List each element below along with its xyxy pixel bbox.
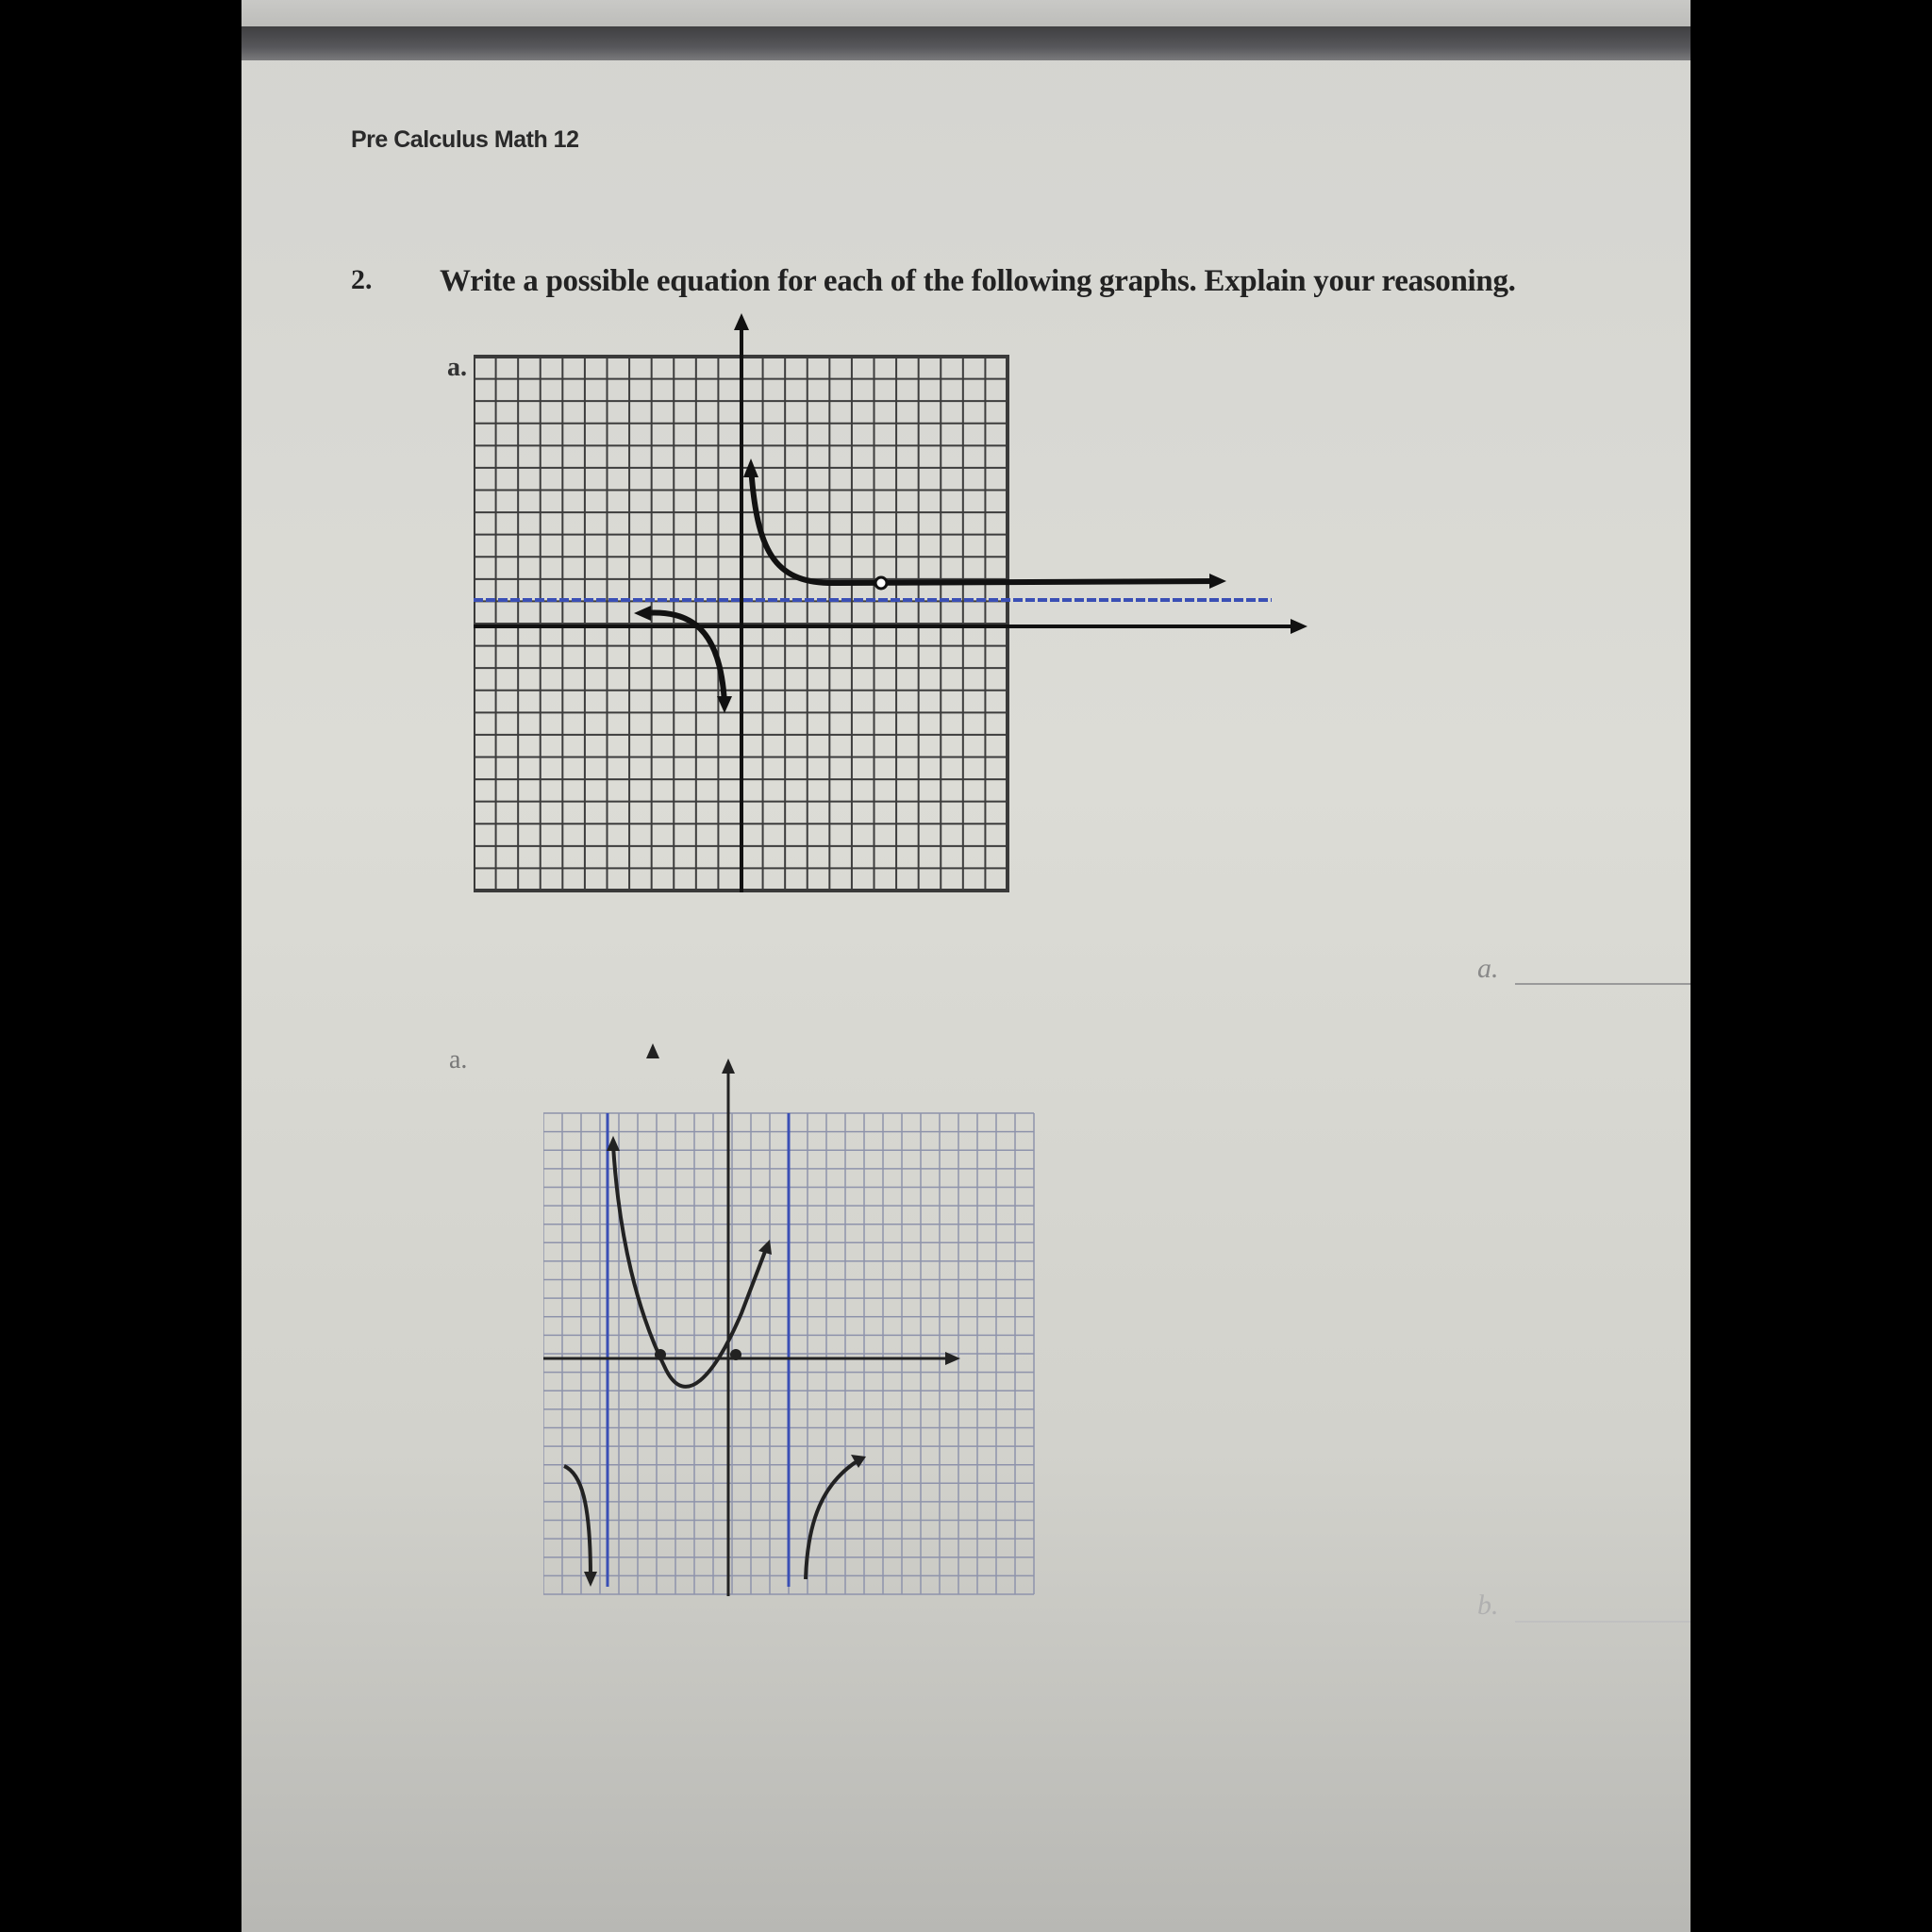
- curve-arrow: [634, 606, 651, 621]
- window-toolbar: [242, 26, 1690, 60]
- y-axis-arrow: [722, 1058, 735, 1074]
- curve-arrow: [758, 1240, 772, 1255]
- answer-line-a: [1515, 983, 1690, 985]
- part-label: a.: [447, 353, 467, 382]
- x-intercept-point: [730, 1349, 741, 1360]
- x-axis-arrow: [1291, 619, 1307, 634]
- open-point: [875, 577, 887, 589]
- curve-arrow: [584, 1572, 597, 1587]
- x-intercept-point: [655, 1349, 666, 1360]
- answer-label-a: a.: [1477, 953, 1499, 984]
- curve-middle-branch: [613, 1145, 766, 1387]
- curve-arrow: [1209, 574, 1226, 589]
- y-axis-arrow: [734, 313, 749, 330]
- question-number: 2.: [351, 264, 373, 295]
- screen-edge: [242, 0, 1690, 26]
- answer-label-b: b.: [1477, 1590, 1499, 1621]
- question-text: Write a possible equation for each of the following graphs. Explain your reasoning.: [440, 264, 1516, 298]
- page-header: Pre Calculus Math 12: [351, 126, 579, 153]
- monitor-screen: [242, 0, 1690, 1932]
- graph-rational-1: [474, 308, 1323, 911]
- part-label: a.: [449, 1045, 468, 1074]
- answer-line-b: [1515, 1621, 1690, 1623]
- floating-arrow: [646, 1043, 659, 1058]
- graph-rational-2: [543, 1030, 1355, 1615]
